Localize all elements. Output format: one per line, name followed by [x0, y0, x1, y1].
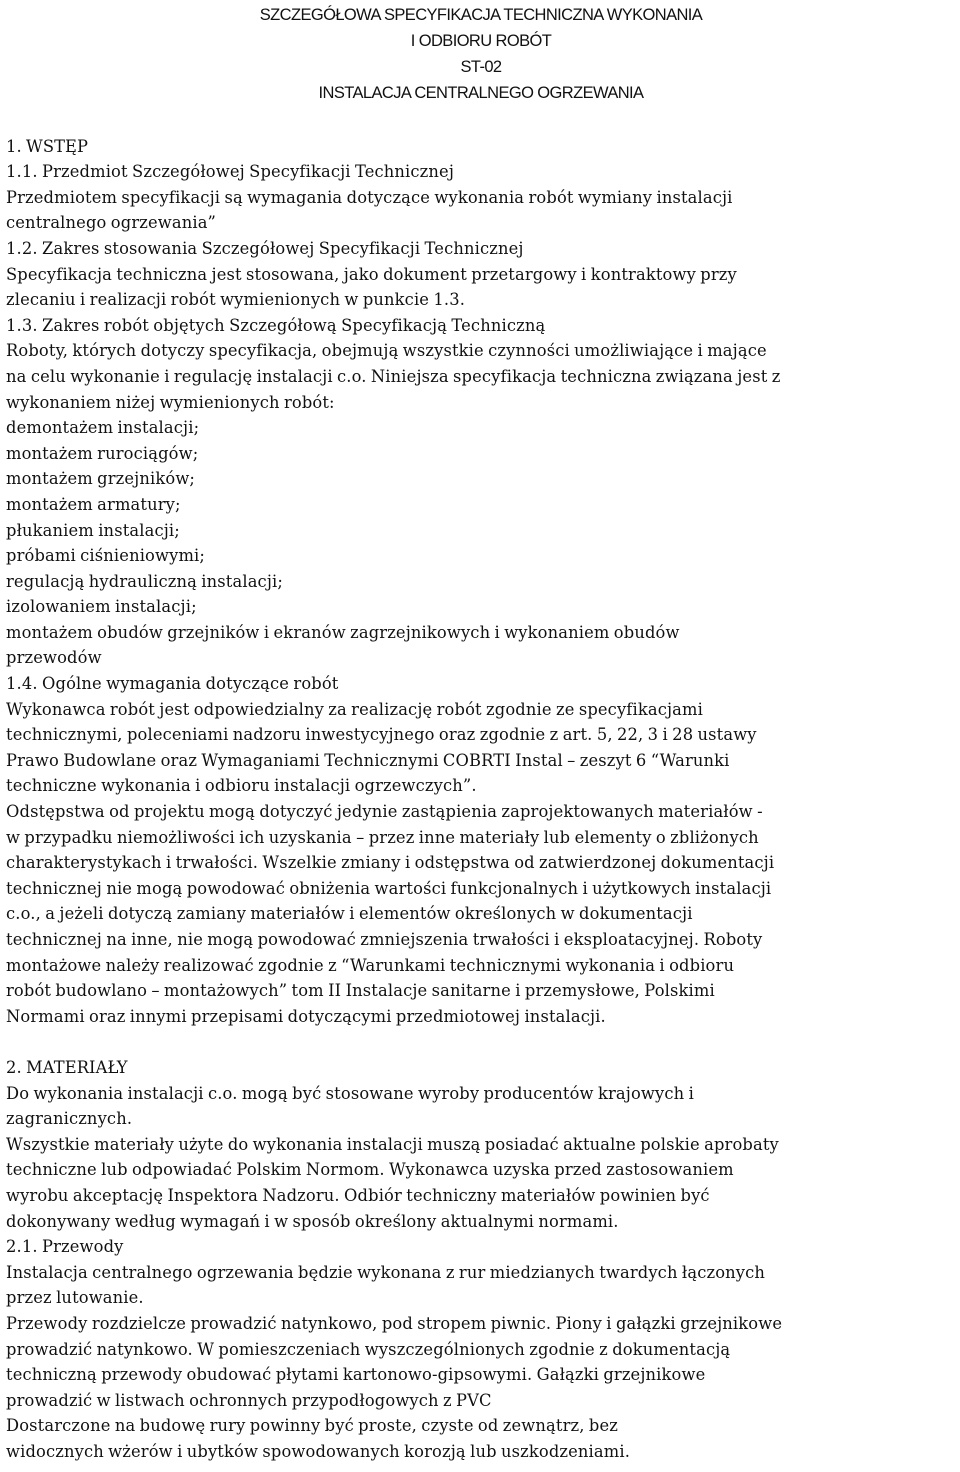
text-line: dokonywany według wymagań i w sposób określony aktualnymi normami.: [6, 1211, 619, 1231]
document-title: [6, 2, 956, 106]
text-line: centralnego ogrzewania”: [6, 213, 217, 233]
text-line: próbami ciśnieniowymi;: [6, 546, 206, 566]
text-line: przez lutowanie.: [6, 1288, 144, 1308]
text-line: 1.3. Zakres robót objętych Szczegółową Specyfikacją Techniczną: [6, 315, 546, 335]
text-line: zlecaniu i realizacji robót wymienionych w punkcie 1.3.: [6, 290, 466, 310]
text-line: Dostarczone na budowę rury powinny być proste, czyste od zewnątrz, bez: [6, 1416, 618, 1436]
title-line: INSTALACJA CENTRALNEGO OGRZEWANIA: [318, 84, 644, 102]
text-line: Do wykonania instalacji c.o. mogą być stosowane wyroby producentów krajowych i: [6, 1083, 694, 1103]
text-line: Odstępstwa od projektu mogą dotyczyć jedynie zastąpienia zaprojektowanych materiałów -: [6, 802, 763, 822]
text-line: techniczną przewody obudować płytami kartonowo-gipsowymi. Gałązki grzejnikowe: [6, 1365, 706, 1385]
text-line: 1.1. Przedmiot Szczegółowej Specyfikacji Technicznej: [6, 162, 455, 182]
text-line: Wykonawca robót jest odpowiedzialny za realizację robót zgodnie ze specyfikacjami: [6, 699, 703, 719]
text-line: technicznej na inne, nie mogą powodować zmniejszenia trwałości i eksploatacyjnej. Roboty: [6, 930, 763, 949]
title-line: I ODBIORU ROBÓT: [410, 32, 552, 50]
text-line: montażem armatury;: [6, 494, 181, 514]
text-line: c.o., a jeżeli dotyczą zamiany materiałów i elementów określonych w dokumentacji: [6, 904, 693, 924]
section-body-materialy: [6, 1081, 956, 1465]
text-line: demontażem instalacji;: [6, 418, 200, 438]
section-heading-materialy: 2. MATERIAŁY: [6, 1057, 128, 1077]
spacer: [6, 108, 956, 134]
text-line: technicznej nie mogą powodować obniżenia wartości funkcjonalnych i użytkowych instalacji: [6, 878, 772, 898]
text-line: regulacją hydrauliczną instalacji;: [6, 571, 284, 591]
text-line: Instalacja centralnego ogrzewania będzie wykonana z rur miedzianych twardych łączonych: [6, 1262, 766, 1282]
text-line: montażem rurociągów;: [6, 443, 199, 463]
text-line: techniczne wykonania i odbioru instalacji ogrzewczych”.: [6, 776, 477, 796]
text-line: 1.4. Ogólne wymagania dotyczące robót: [6, 674, 339, 694]
text-line: Specyfikacja techniczna jest stosowana, jako dokument przetargowy i kontraktowy przy: [6, 264, 737, 284]
text-line: charakterystykach i trwałości. Wszelkie zmiany i odstępstwa od zatwierdzonej dokumentacji: [6, 853, 775, 873]
text-line: izolowaniem instalacji;: [6, 597, 197, 617]
text-line: montażem grzejników;: [6, 469, 196, 489]
text-line: 2.1. Przewody: [6, 1237, 124, 1257]
text-line: wyrobu akceptację Inspektora Nadzoru. Odbiór techniczny materiałów powinien być: [6, 1185, 710, 1205]
title-line: SZCZEGÓŁOWA SPECYFIKACJA TECHNICZNA WYKONANIA: [259, 6, 703, 24]
text-line: prowadzić natynkowo. W pomieszczeniach wyszczególnionych zgodnie z dokumentacją: [6, 1339, 731, 1359]
text-line: przewodów: [6, 648, 102, 668]
text-line: montażowe należy realizować zgodnie z “Warunkami technicznymi wykonania i odbioru: [6, 955, 735, 975]
text-line: widocznych wżerów i ubytków spowodowanych korozją lub uszkodzeniami.: [6, 1441, 631, 1461]
section-body-wstep: [6, 159, 956, 1029]
text-line: zagranicznych.: [6, 1109, 133, 1129]
text-line: prowadzić w listwach ochronnych przypodłogowych z PVC: [6, 1390, 492, 1410]
title-line: ST-02: [460, 58, 502, 76]
text-line: na celu wykonanie i regulację instalacji c.o. Niniejsza specyfikacja techniczna związana jest z: [6, 366, 781, 386]
section-heading-wstep: 1. WSTĘP: [6, 136, 89, 156]
text-line: 1.2. Zakres stosowania Szczegółowej Specyfikacji Technicznej: [6, 238, 524, 258]
text-line: Przewody rozdzielcze prowadzić natynkowo, pod stropem piwnic. Piony i gałązki grzejnikowe: [6, 1313, 783, 1333]
text-line: Wszystkie materiały użyte do wykonania instalacji muszą posiadać aktualne polskie aprobaty: [6, 1134, 779, 1154]
text-line: Roboty, których dotyczy specyfikacja, obejmują wszystkie czynności umożliwiające i mające: [6, 341, 767, 361]
text-line: Normami oraz innymi przepisami dotyczącymi przedmiotowej instalacji.: [6, 1006, 606, 1026]
text-line: robót budowlano – montażowych” tom II Instalacje sanitarne i przemysłowe, Polskimi: [6, 981, 715, 1001]
text-line: wykonaniem niżej wymienionych robót:: [6, 392, 335, 412]
text-line: technicznymi, poleceniami nadzoru inwestycyjnego oraz zgodnie z art. 5, 22, 3 i 28 ustawy: [6, 725, 757, 745]
text-line: płukaniem instalacji;: [6, 520, 180, 540]
spacer: [6, 1029, 956, 1055]
text-line: techniczne lub odpowiadać Polskim Normom. Wykonawca uzyska przed zastosowaniem: [6, 1160, 734, 1180]
text-line: Przedmiotem specyfikacji są wymagania dotyczące wykonania robót wymiany instalacji: [6, 187, 733, 207]
text-line: w przypadku niemożliwości ich uzyskania – przez inne materiały lub elementy o zbliżonych: [6, 827, 759, 847]
text-line: Prawo Budowlane oraz Wymaganiami Technicznymi COBRTI Instal – zeszyt 6 “Warunki: [6, 750, 730, 770]
text-line: montażem obudów grzejników i ekranów zagrzejnikowych i wykonaniem obudów: [6, 622, 680, 642]
